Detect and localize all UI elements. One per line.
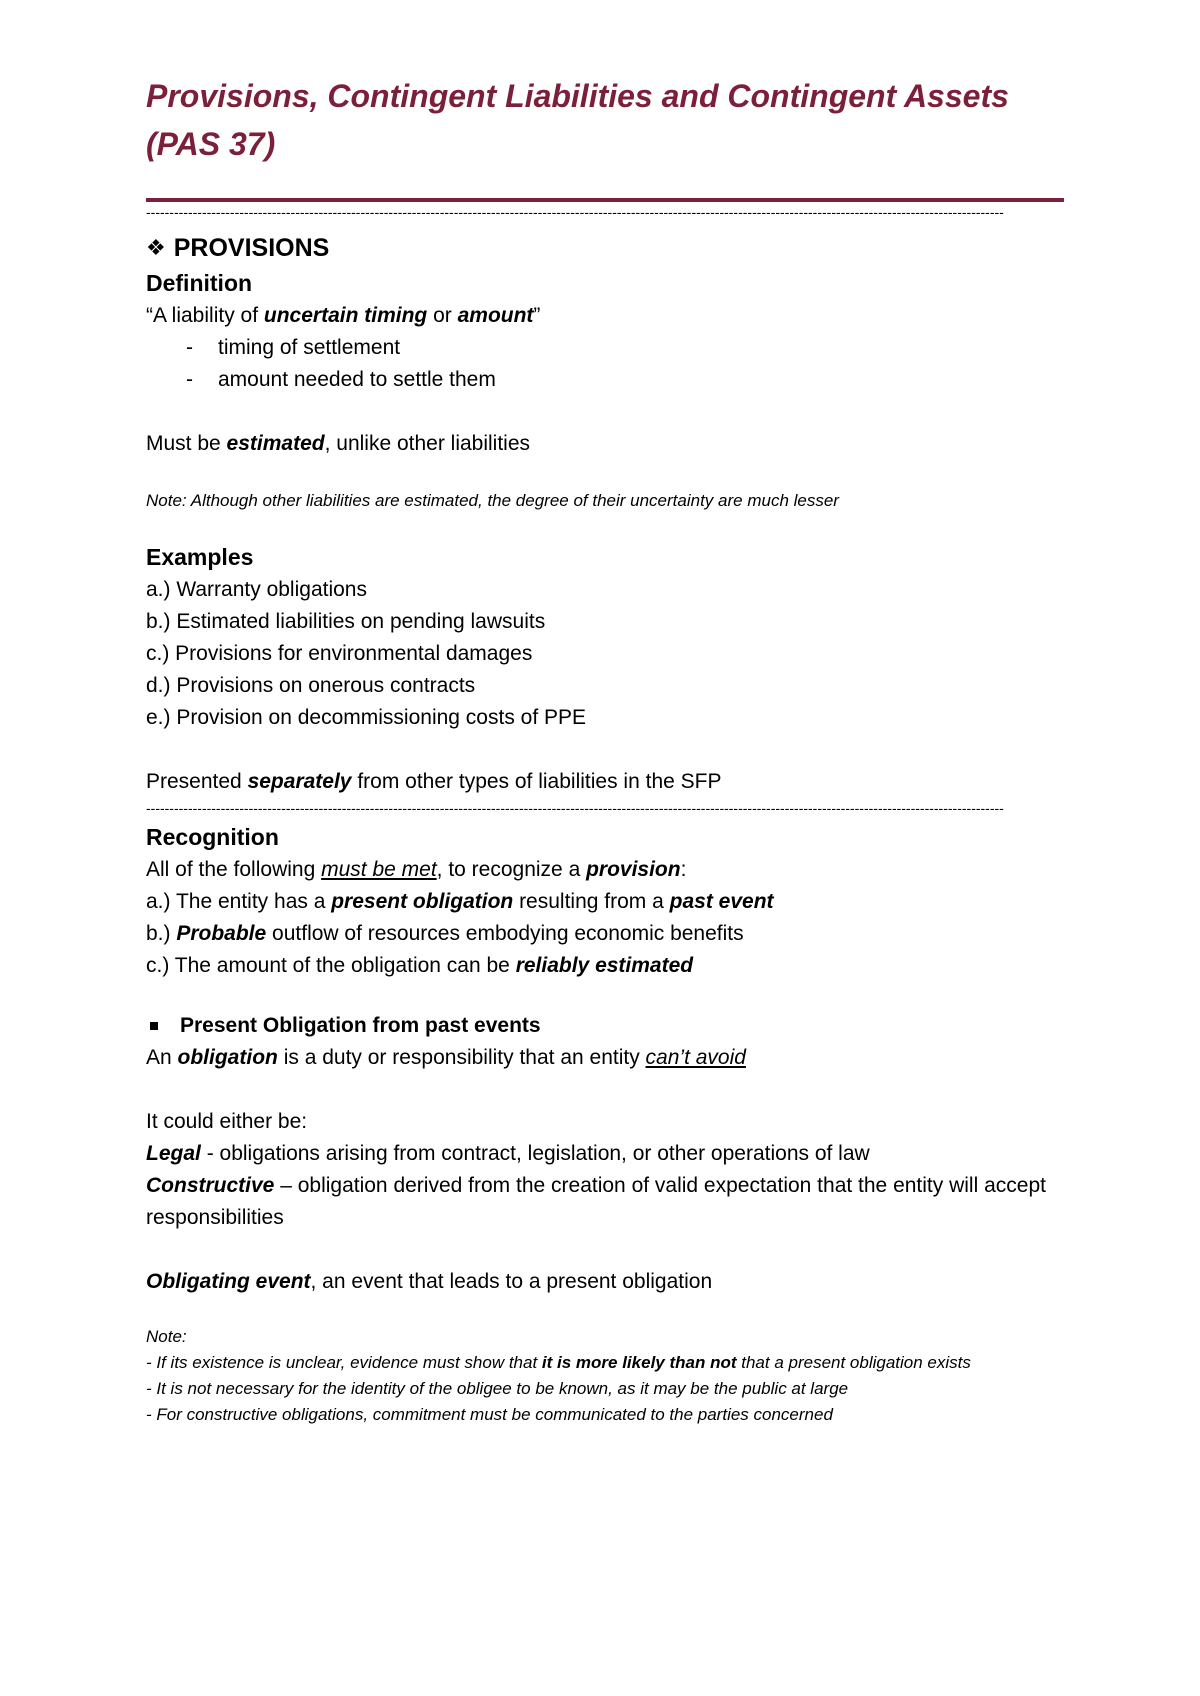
present-obligation-heading: Present Obligation from past events <box>146 1010 1064 1042</box>
recognition-item-b: b.) Probable outflow of resources embodying economic benefits <box>146 922 744 945</box>
example-item: a.) Warranty obligations <box>146 578 367 601</box>
document-content <box>146 72 1064 1428</box>
legal-text: Legal - obligations arising from contract, legislation, or other operations of law <box>146 1142 870 1165</box>
diamond-bullet-icon: ❖ <box>146 235 166 260</box>
presented-text: Presented separately from other types of liabilities in the SFP <box>146 770 722 793</box>
note-label: Note: <box>146 1327 187 1346</box>
definition-quote: “A liability of uncertain timing or amount” <box>146 304 541 327</box>
example-item: b.) Estimated liabilities on pending lawsuits <box>146 610 546 633</box>
note-item: - It is not necessary for the identity of the obligee to be known, as it may be the public at large <box>146 1379 849 1398</box>
list-item: - timing of settlement <box>186 336 401 359</box>
dashed-divider <box>146 204 1064 220</box>
example-item: e.) Provision on decommissioning costs of PPE <box>146 706 587 729</box>
title-line-1: Provisions, Contingent Liabilities and Contingent Assets <box>146 78 1009 114</box>
examples-heading: Examples <box>146 544 254 570</box>
definition-heading: Definition <box>146 270 253 296</box>
example-item: c.) Provisions for environmental damages <box>146 642 533 665</box>
definition-note: Note: Although other liabilities are estimated, the degree of their uncertainty are much lesser <box>146 491 839 510</box>
constructive-text: Constructive – obligation derived from the creation of valid expectation that the entity will accept responsibilities <box>146 1174 1046 1229</box>
list-item: - amount needed to settle them <box>186 368 496 391</box>
dashed-divider <box>146 800 1064 816</box>
square-bullet-icon <box>150 1022 158 1030</box>
title-rule <box>146 198 1064 202</box>
recognition-heading: Recognition <box>146 824 279 850</box>
obligation-definition: An obligation is a duty or responsibility that an entity can’t avoid <box>146 1046 746 1069</box>
estimated-text: Must be estimated, unlike other liabilities <box>146 432 531 455</box>
obligating-event-text: Obligating event, an event that leads to a present obligation <box>146 1270 713 1293</box>
note-item: - If its existence is unclear, evidence must show that it is more likely than not that a present obligation exists <box>146 1353 971 1372</box>
definition-list <box>146 332 1064 396</box>
section-heading-provisions <box>146 230 1064 266</box>
example-item: d.) Provisions on onerous contracts <box>146 674 476 697</box>
title-line-2: (PAS 37) <box>146 126 276 162</box>
section-heading-label: PROVISIONS <box>173 234 330 262</box>
recognition-item-a: a.) The entity has a present obligation resulting from a past event <box>146 890 774 913</box>
note-item: - For constructive obligations, commitment must be communicated to the parties concerned <box>146 1405 833 1424</box>
document-title <box>146 72 1064 168</box>
recognition-intro: All of the following must be met, to recognize a provision: <box>146 858 687 881</box>
either-text: It could either be: <box>146 1110 308 1133</box>
recognition-item-c: c.) The amount of the obligation can be reliably estimated <box>146 954 694 977</box>
